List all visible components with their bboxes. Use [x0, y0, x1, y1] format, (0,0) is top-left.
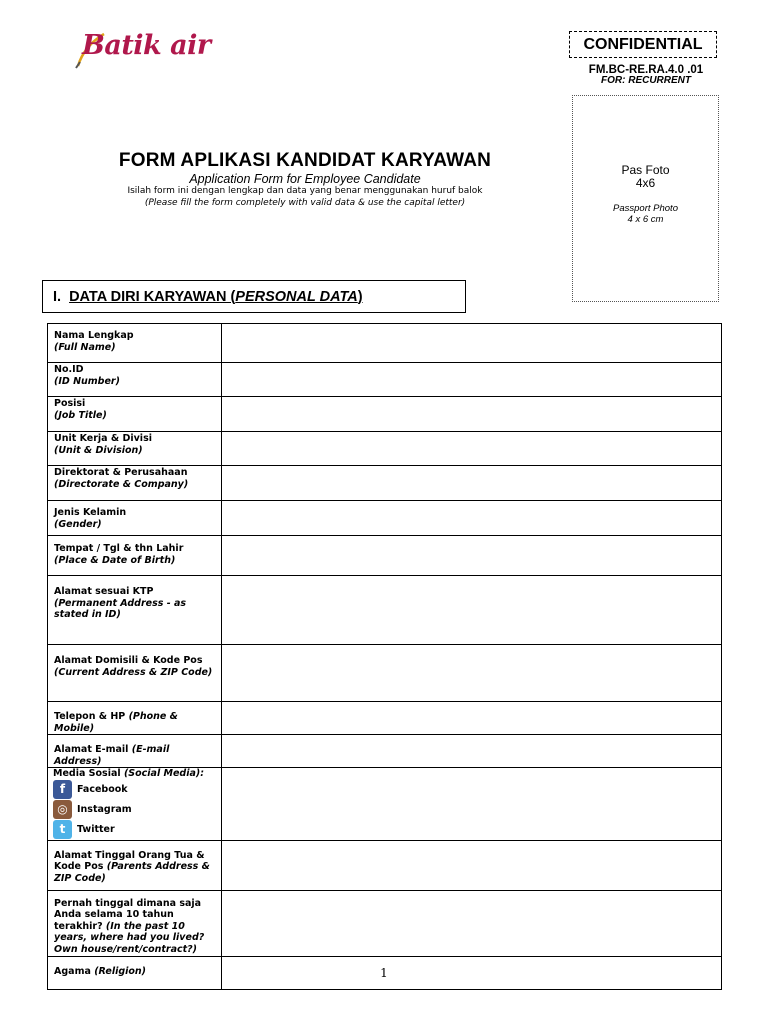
label-en: (Gender)	[54, 518, 102, 530]
table-row	[48, 363, 722, 397]
label-id: Alamat E-mail	[54, 744, 132, 755]
form-title: FORM APLIKASI KANDIDAT KARYAWAN	[118, 150, 492, 171]
section-title	[69, 289, 363, 305]
label-id: Alamat Tinggal Orang Tua & Kode Pos	[54, 849, 205, 872]
table-row	[48, 324, 722, 363]
section-heading-personal-data	[42, 280, 466, 313]
instagram-label: Instagram	[77, 803, 132, 815]
section-title-en: PERSONAL DATA	[235, 289, 358, 305]
row-label	[48, 466, 222, 501]
gender-field[interactable]	[222, 501, 722, 536]
row-label	[48, 645, 222, 702]
photo-label-id: Pas Foto	[621, 163, 670, 177]
page-number: 1	[380, 966, 388, 980]
social-media-field[interactable]	[222, 768, 722, 841]
row-label	[48, 363, 222, 397]
row-label	[48, 501, 222, 536]
label-en: (Full Name)	[54, 341, 116, 353]
label-id: Alamat Domisili & Kode Pos	[54, 655, 203, 666]
label-en: (Social Media):	[123, 768, 205, 779]
table-row	[48, 890, 722, 956]
label-id: Jenis Kelamin	[54, 507, 127, 518]
row-label	[48, 536, 222, 576]
table-row	[48, 501, 722, 536]
label-en: (Job Title)	[54, 409, 107, 421]
label-en: (Current Address & ZIP Code)	[54, 666, 213, 678]
label-en: (E-mail Address)	[54, 744, 170, 767]
row-label	[48, 324, 222, 363]
social-facebook	[53, 780, 215, 800]
label-id: No.ID	[54, 364, 84, 375]
label-en: (Permanent Address - as stated in ID)	[54, 597, 187, 620]
directorate-company-field[interactable]	[222, 466, 722, 501]
row-label	[48, 397, 222, 432]
row-label	[48, 840, 222, 890]
photo-label	[573, 164, 718, 190]
job-title-field[interactable]	[222, 397, 722, 432]
section-title-id: DATA DIRI KARYAWAN (	[69, 289, 236, 305]
label-id: Agama	[54, 965, 95, 977]
label-id: Direktorat & Perusahaan	[54, 467, 188, 478]
row-label	[48, 890, 222, 956]
label-en: (Unit & Division)	[54, 444, 143, 456]
table-row	[48, 840, 722, 890]
label-id: Alamat sesuai KTP	[54, 586, 154, 597]
table-row	[48, 432, 722, 466]
photo-label-en	[573, 203, 718, 225]
unit-division-field[interactable]	[222, 432, 722, 466]
permanent-address-field[interactable]	[222, 576, 722, 645]
label-en: (In the past 10 years, where had you lived? Own house/rent/contract?)	[54, 920, 205, 955]
table-row	[48, 702, 722, 735]
row-label	[48, 432, 222, 466]
birth-place-date-field[interactable]	[222, 536, 722, 576]
label-en: (ID Number)	[54, 375, 120, 387]
phone-field[interactable]	[222, 702, 722, 735]
label-en: (Place & Date of Birth)	[54, 554, 176, 566]
section-title-close: )	[357, 289, 363, 305]
table-row	[48, 536, 722, 576]
label-id: Nama Lengkap	[54, 330, 134, 341]
table-row	[48, 645, 722, 702]
photo-size-id: 4x6	[635, 176, 656, 190]
label-en: (Phone & Mobile)	[54, 711, 178, 734]
label-id: Media Sosial	[53, 768, 124, 779]
social-twitter	[53, 820, 215, 840]
table-row	[48, 576, 722, 645]
row-label	[48, 702, 222, 735]
photo-label-english: Passport Photo	[613, 203, 678, 214]
table-row	[48, 397, 722, 432]
twitter-icon: t	[53, 820, 72, 839]
past-residence-field[interactable]	[222, 890, 722, 956]
section-number: I.	[53, 289, 62, 305]
row-label	[48, 768, 222, 841]
facebook-label: Facebook	[77, 783, 128, 795]
label-id: Pernah tinggal dimana saja Anda selama 10 tahun terakhir?	[54, 897, 202, 932]
email-field[interactable]	[222, 735, 722, 768]
full-name-field[interactable]	[222, 324, 722, 363]
facebook-icon: f	[53, 780, 72, 799]
label-en: (Religion)	[94, 965, 147, 977]
instagram-icon: ◎	[53, 800, 72, 819]
form-code: FM.BC-RE.RA.4.0 .01	[588, 64, 704, 76]
parents-address-field[interactable]	[222, 840, 722, 890]
twitter-label: Twitter	[77, 823, 115, 835]
current-address-field[interactable]	[222, 645, 722, 702]
for-recurrent-label: FOR: RECURRENT	[601, 75, 691, 86]
batik-air-logo	[74, 28, 224, 72]
label-id: Posisi	[54, 398, 86, 409]
passport-photo-box[interactable]	[572, 95, 719, 302]
table-row	[48, 466, 722, 501]
table-row	[48, 735, 722, 768]
label-en: (Parents Address & ZIP Code)	[54, 861, 210, 884]
label-en: (Directorate & Company)	[54, 478, 189, 490]
row-label	[48, 735, 222, 768]
social-instagram	[53, 800, 215, 820]
photo-size-english: 4 x 6 cm	[627, 214, 664, 225]
row-label	[48, 576, 222, 645]
instruction-text: Isilah form ini dengan lengkap dan data yang benar menggunakan huruf balok	[127, 186, 483, 196]
confidential-badge: CONFIDENTIAL	[569, 31, 717, 58]
logo-text: Batik air	[82, 30, 211, 61]
form-subtitle: Application Form for Employee Candidate	[189, 172, 421, 186]
personal-data-table	[47, 323, 722, 990]
instruction-text-en: (Please fill the form completely with valid data & use the capital letter)	[144, 198, 466, 208]
label-id: Telepon & HP	[54, 711, 129, 722]
label-id: Unit Kerja & Divisi	[54, 433, 152, 444]
id-number-field[interactable]	[222, 363, 722, 397]
label-id: Tempat / Tgl & thn Lahir	[54, 543, 184, 554]
table-row	[48, 768, 722, 841]
